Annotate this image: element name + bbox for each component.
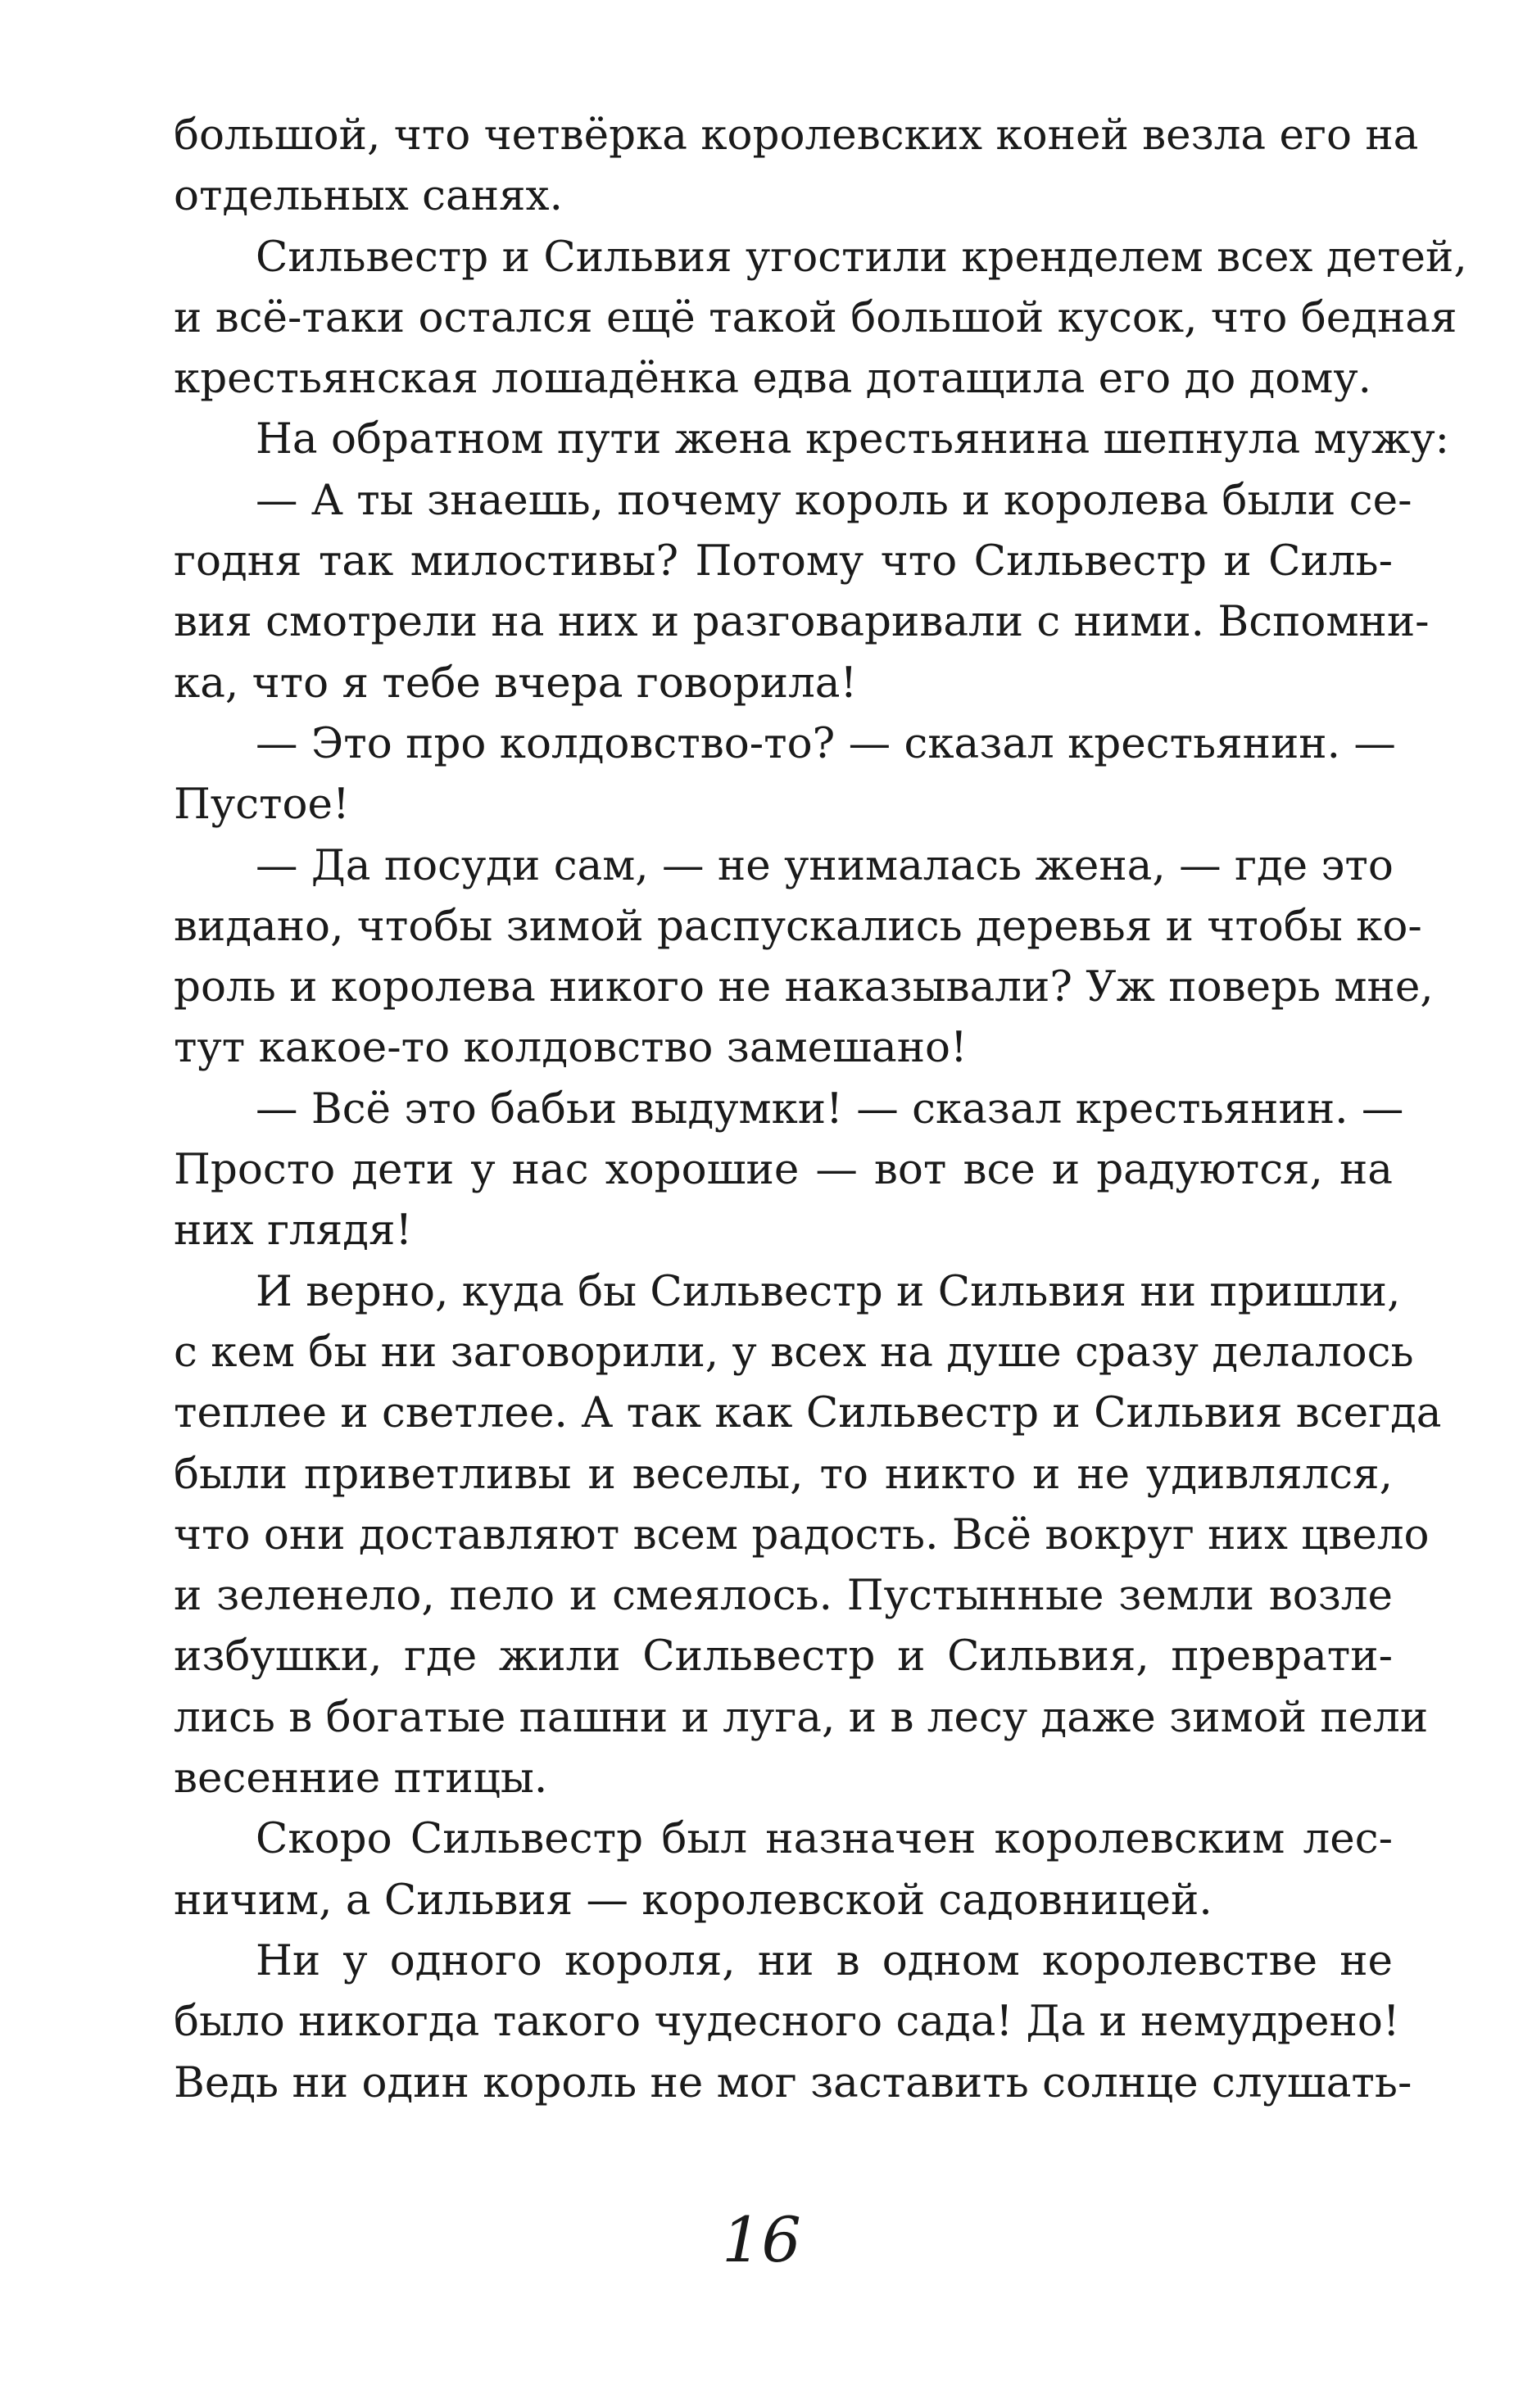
text-line: большой, что четвёрка королевских коней везла его на [174, 111, 1419, 160]
paragraph [174, 105, 1419, 227]
text-line: Скоро Сильвестр был назначен королевским лес- [256, 1814, 1393, 1864]
text-line: годня так милостивы? Потому что Сильвестр и Силь- [174, 536, 1393, 586]
paragraph [174, 1261, 1442, 1809]
paragraph [174, 227, 1467, 410]
text-line: — Да посуди сам, — не унималась жена, — где это [256, 840, 1394, 890]
text-line: На обратном пути жена крестьянина шепнула мужу: [256, 414, 1450, 464]
text-line: лись в богатые пашни и луга, и в лесу даже зимой пели [174, 1692, 1429, 1742]
text-line: с кем бы ни заговорили, у всех на душе сразу делалось [174, 1327, 1414, 1377]
text-line: избушки, где жили Сильвестр и Сильвия, преврати- [174, 1632, 1393, 1682]
text-line: Пустое! [174, 780, 350, 830]
text-line: ка, что я тебе вчера говорила! [174, 658, 858, 708]
page-number: 16 [722, 2203, 801, 2276]
text-line: весенние птицы. [174, 1754, 548, 1804]
text-line: — А ты знаешь, почему король и королева были се- [256, 475, 1412, 525]
text-line: И верно, куда бы Сильвестр и Сильвия ни пришли, [256, 1266, 1401, 1316]
text-line: — Это про колдовство-то? — сказал крестьянин. — [256, 718, 1396, 768]
paragraph [174, 409, 1450, 469]
text-line: вия смотрели на них и разговаривали с ними. Вспомни- [174, 597, 1430, 647]
text-line: них глядя! [174, 1206, 413, 1256]
text-line: — Всё это бабьи выдумки! — сказал крестьянин. — [256, 1084, 1404, 1134]
text-line: теплее и светлее. А так как Сильвестр и Сильвия всегда [174, 1388, 1442, 1438]
text-line: роль и королева никого не наказывали? Уж поверь мне, [174, 962, 1434, 1012]
text-line: ничим, а Сильвия — королевской садовницей. [174, 1875, 1213, 1925]
text-line: Просто дети у нас хорошие — вот все и радуются, на [174, 1145, 1393, 1195]
paragraph [174, 1930, 1412, 2113]
text-line: тут какое-то колдовство замешано! [174, 1023, 968, 1073]
text-line: и всё-таки остался ещё такой большой кусок, что бедная [174, 292, 1457, 342]
paragraph [174, 470, 1430, 713]
text-line: отдельных санях. [174, 171, 563, 221]
text-line: и зеленело, пело и смеялось. Пустынные земли возле [174, 1571, 1393, 1621]
paragraph [174, 835, 1434, 1079]
text-line: было никогда такого чудесного сада! Да и немудрено! [174, 1997, 1400, 2047]
text-line: крестьянская лошадёнка едва дотащила его до дому. [174, 354, 1372, 404]
text-line: Ни у одного короля, ни в одном королевстве не [256, 1935, 1393, 1985]
text-line: что они доставляют всем радость. Всё вокруг них цвело [174, 1510, 1430, 1559]
paragraph [174, 713, 1396, 835]
paragraph [174, 1079, 1404, 1261]
text-line: видано, чтобы зимой распускались деревья и чтобы ко- [174, 901, 1422, 951]
text-line: были приветливы и веселы, то никто и не удивлялся, [174, 1449, 1393, 1499]
text-line: Сильвестр и Сильвия угостили кренделем всех детей, [256, 232, 1467, 282]
body-text [174, 105, 1467, 2113]
text-line: Ведь ни один король не мог заставить солнце слушать- [174, 2057, 1412, 2107]
paragraph [174, 1808, 1393, 1930]
